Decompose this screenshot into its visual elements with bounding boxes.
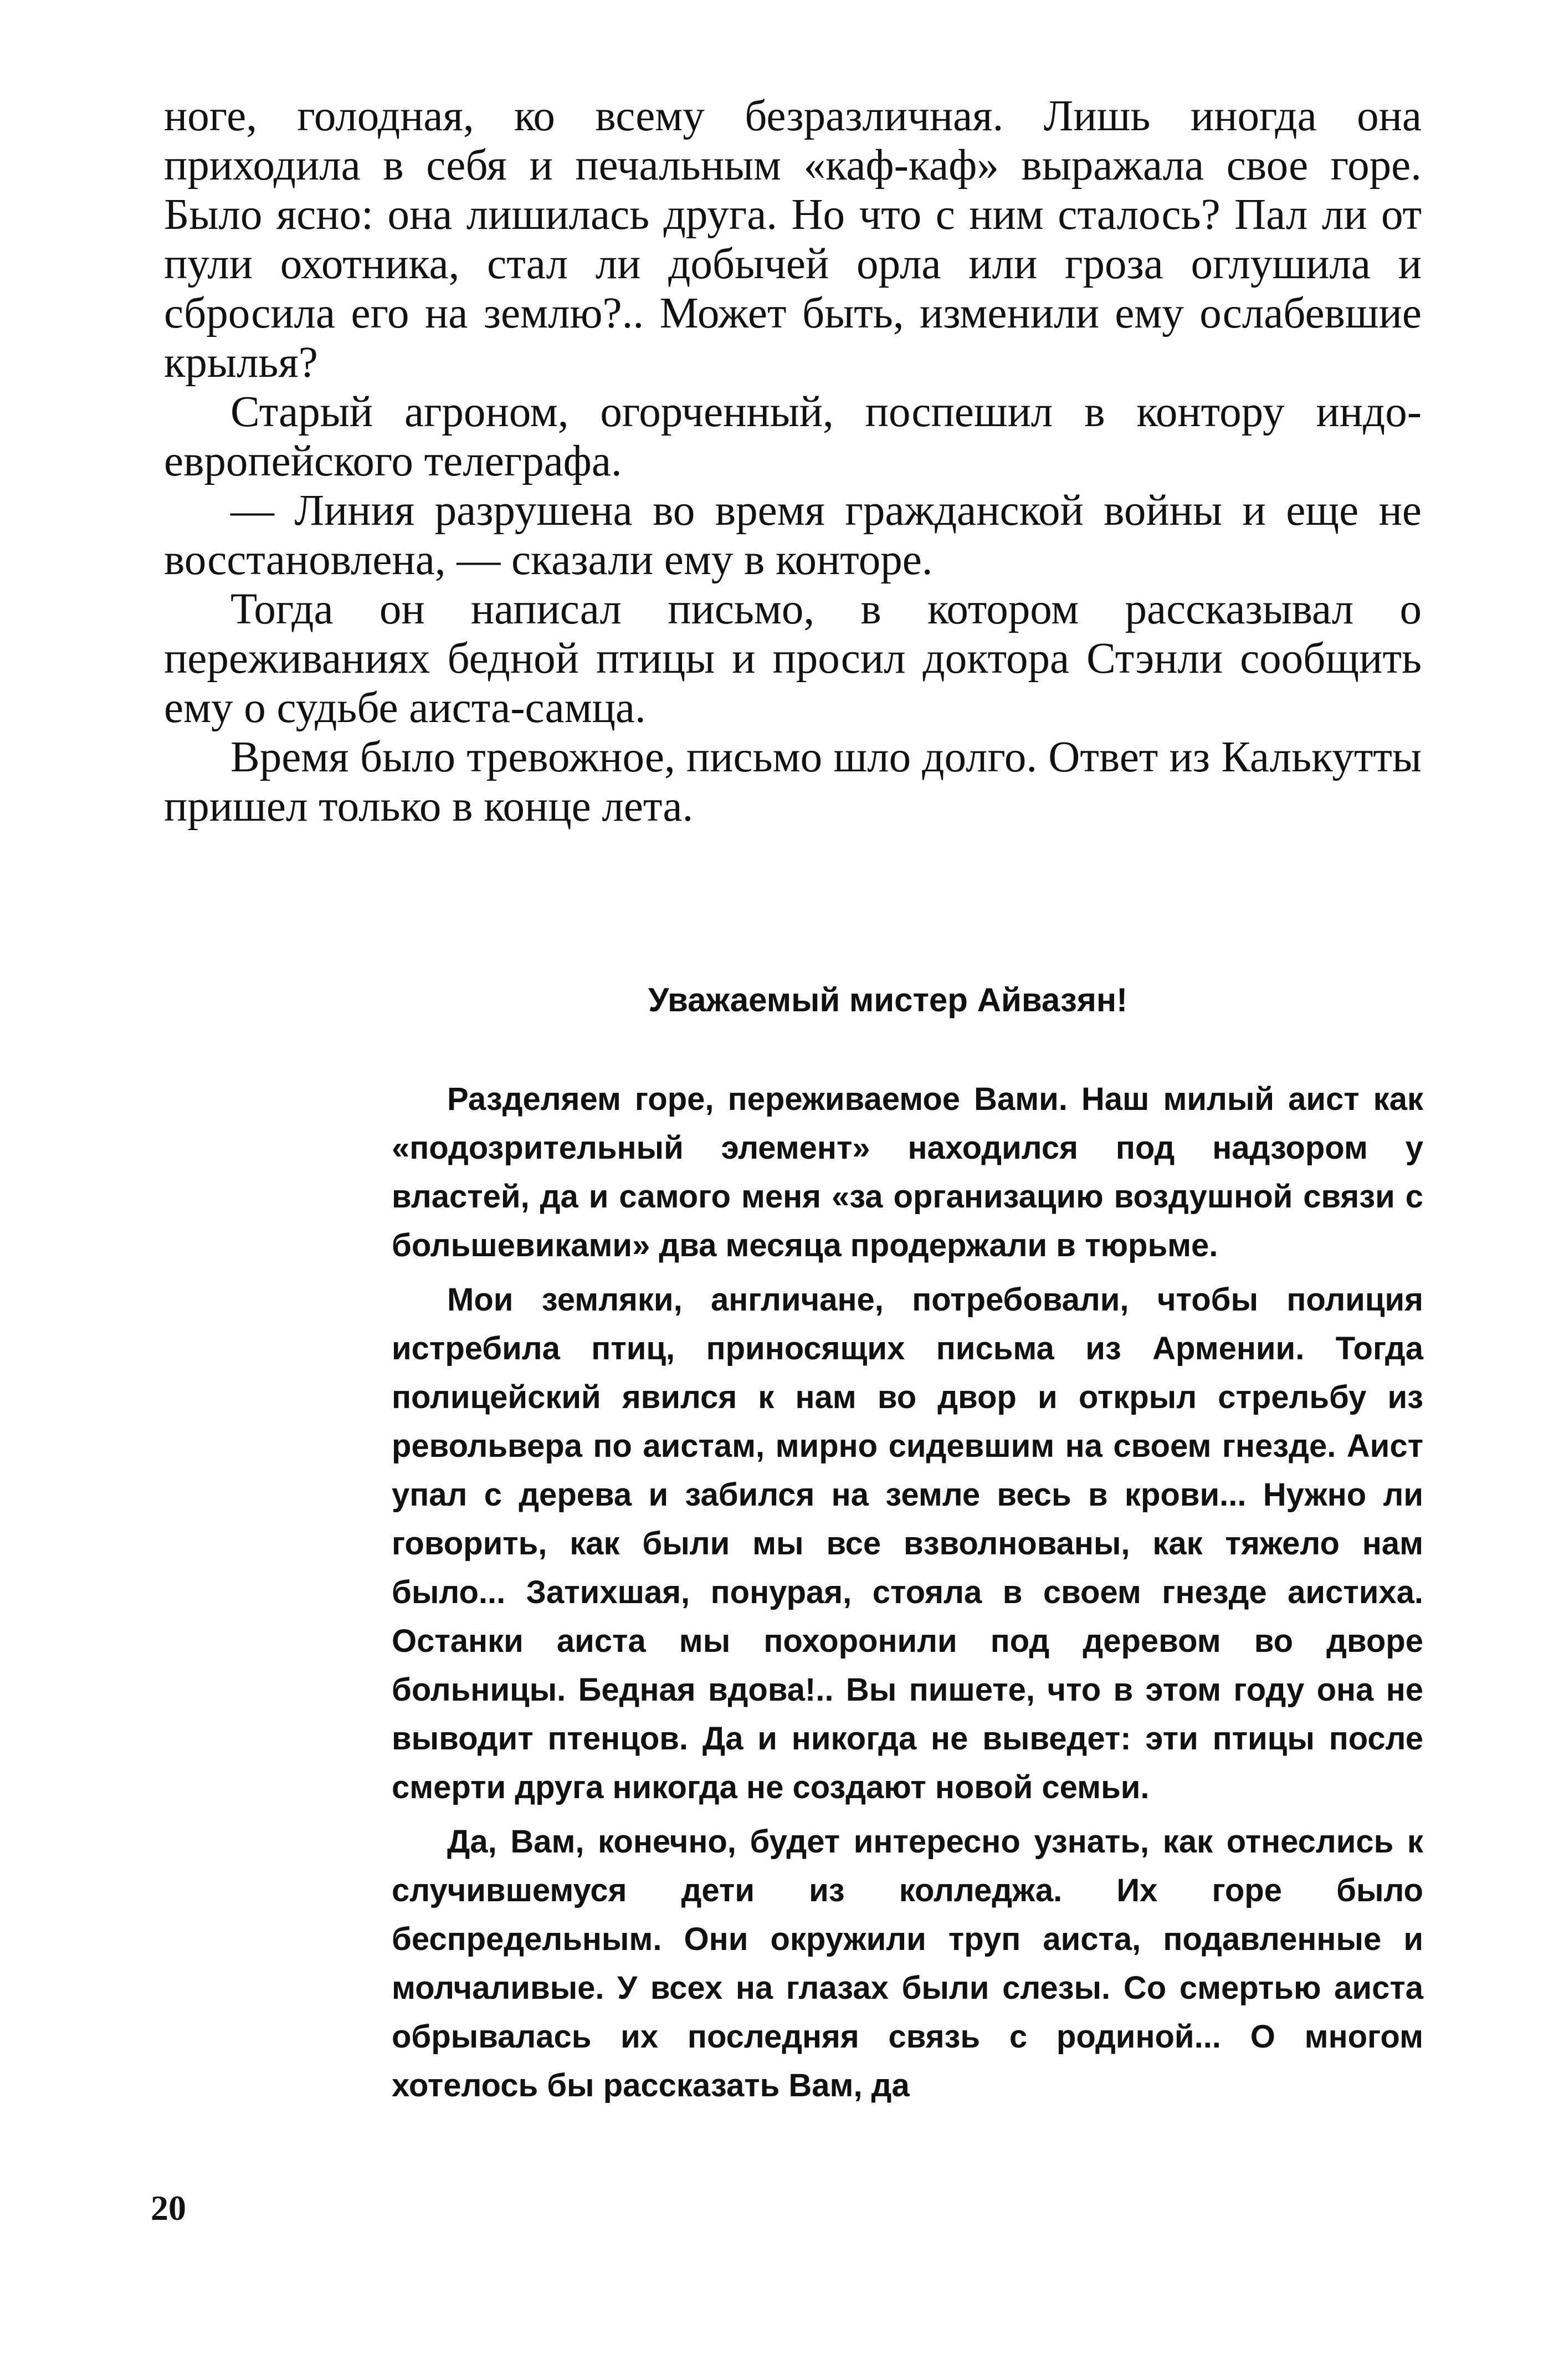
page-number: 20	[151, 2188, 186, 2228]
letter-salutation: Уважаемый мистер Айвазян!	[648, 981, 1128, 1018]
main-text-block	[164, 91, 1422, 831]
main-paragraph-3: — Линия разрушена во время гражданской войны и еще не восстановлена, — сказали ему в конторе.	[164, 487, 1422, 584]
main-paragraph-4: Тогда он написал письмо, в котором рассказывал о переживаниях бедной птицы и просил доктора Стэнли сообщить ему о судьбе аиста-самца.	[164, 585, 1422, 732]
letter-paragraph-2: Мои земляки, англичане, потребовали, чтобы полиция истребила птиц, приносящих письма из Армении. Тогда полицейский явился к нам во двор и открыл стрельбу из револьвера по аистам, мирно сидевшим на своем гнезде. Аист упал с дерева и забился на земле весь в крови... Нужно ли говорить, как были мы все взволнованы, как тяжело нам было... Затихшая, понурая, стояла в своем гнезде аистиха. Останки аиста мы похоронили под деревом во дворе больницы. Бедная вдова!.. Вы пишете, что в этом году она не выводит птенцов. Да и никогда не выведет: эти птицы после смерти друга никогда не создают новой семьи.	[392, 1282, 1423, 1805]
main-paragraph-1: ноге, голодная, ко всему безразличная. Лишь иногда она приходила в себя и печальным «каф-каф» выражала свое горе. Было ясно: она лишилась друга. Но что с ним сталось? Пал ли от пули охотника, стал ли добычей орла или гроза оглушила и сбросила его на землю?.. Может быть, изменили ему ослабевшие крылья?	[164, 92, 1422, 387]
letter-paragraph-1: Разделяем горе, переживаемое Вами. Наш милый аист как «подозрительный элемент» находился под надзором у властей, да и самого меня «за организацию воздушной связи с большевиками» два месяца продержали в тюрьме.	[392, 1081, 1423, 1263]
letter-body	[392, 1075, 1423, 2116]
main-paragraph-5: Время было тревожное, письмо шло долго. Ответ из Калькутты пришел только в конце лета.	[164, 733, 1422, 831]
main-paragraph-2: Старый агроном, огорченный, поспешил в контору индо-европейского телеграфа.	[164, 388, 1422, 485]
letter-paragraph-3: Да, Вам, конечно, будет интересно узнать, как отнеслись к случившемуся дети из колледжа. Их горе было беспредельным. Они окружили труп аиста, подавленные и молчаливые. У всех на глазах были слезы. Со смертью аиста обрывалась их последняя связь с родиной... О многом хотелось бы рассказать Вам, да	[392, 1824, 1423, 2103]
